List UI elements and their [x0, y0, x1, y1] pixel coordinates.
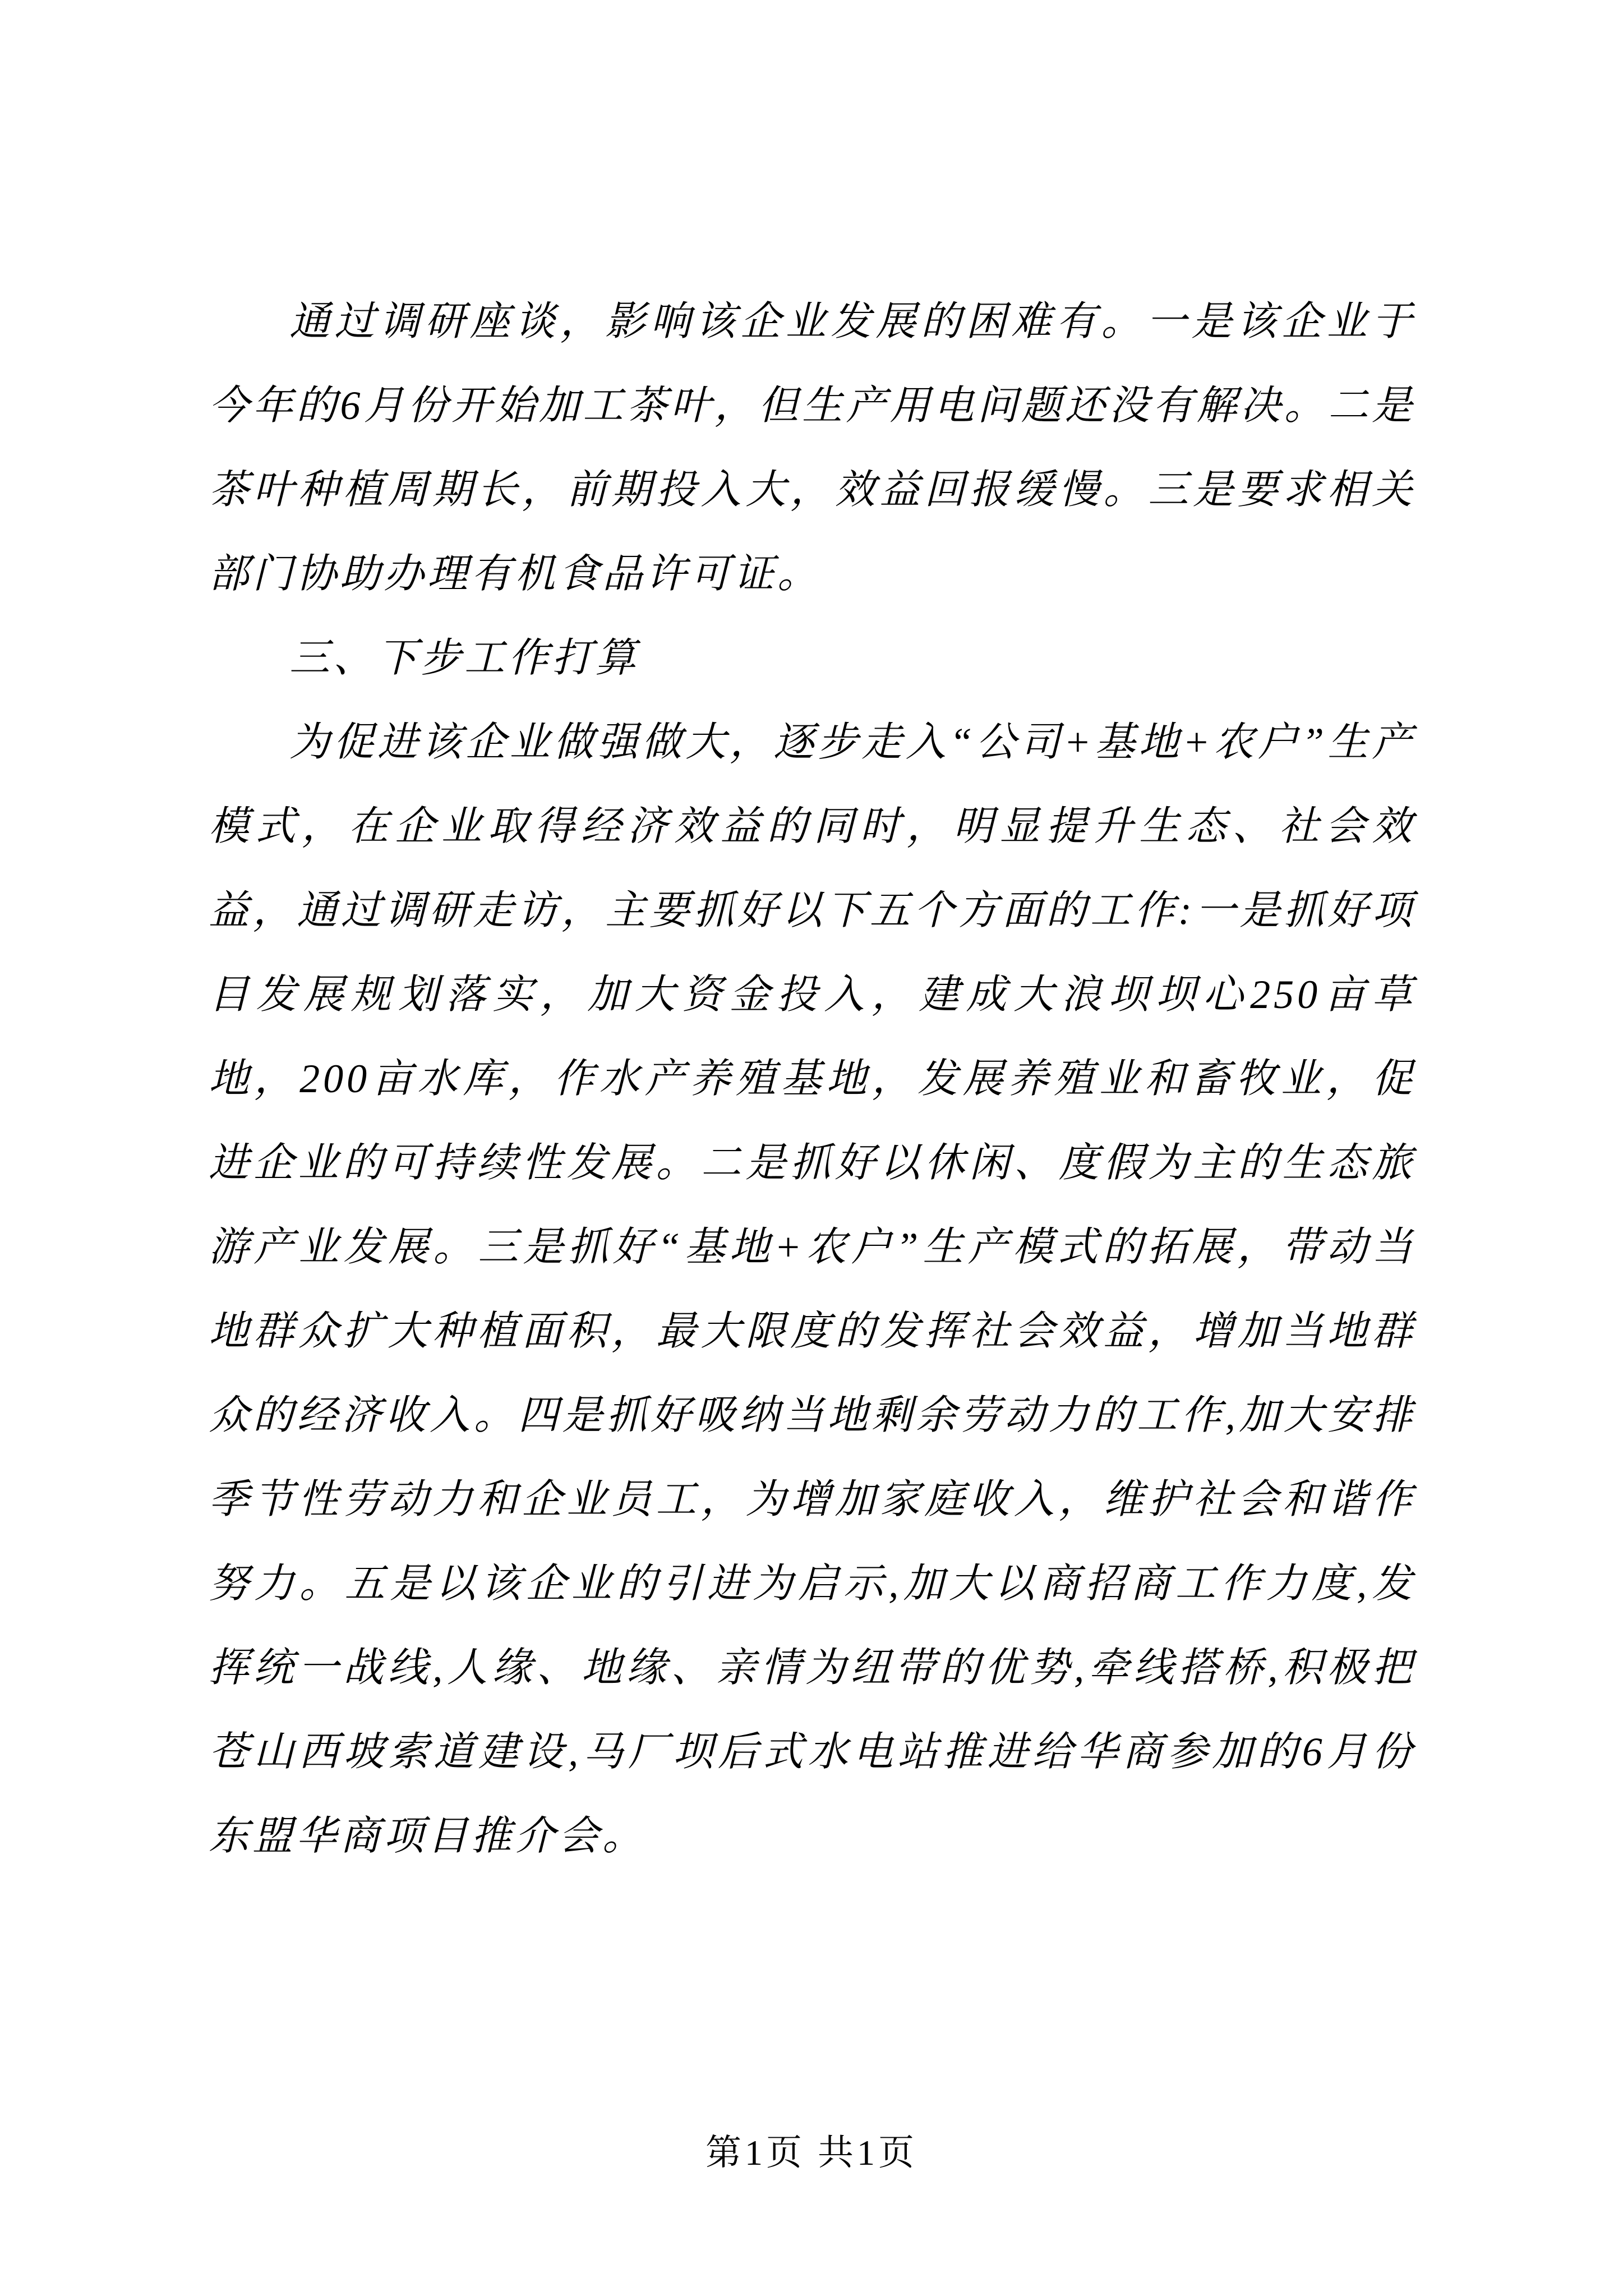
document-body	[209, 279, 1415, 1878]
page-number-footer: 第1页 共1页	[706, 2133, 917, 2173]
paragraph-difficulties: 通过调研座谈，影响该企业发展的困难有。一是该企业于今年的6月份开始加工茶叶，但生产用电问题还没有解决。二是茶叶种植周期长，前期投入大，效益回报缓慢。三是要求相关部门协助办理有机食品许可证。	[209, 299, 1415, 596]
paragraph-next-steps: 为促进该企业做强做大，逐步走入“公司+基地+农户”生产模式，在企业取得经济效益的同时，明显提升生态、社会效益，通过调研走访，主要抓好以下五个方面的工作:一是抓好项目发展规划落实，加大资金投入，建成大浪坝坝心250亩草地，200亩水库，作水产养殖基地，发展养殖业和畜牧业，促进企业的可持续性发展。二是抓好以休闲、度假为主的生态旅游产业发展。三是抓好“基地+农户”生产模式的拓展，带动当地群众扩大种植面积，最大限度的发挥社会效益，增加当地群众的经济收入。四是抓好吸纳当地剩余劳动力的工作,加大安排季节性劳动力和企业员工，为增加家庭收入，维护社会和谐作努力。五是以该企业的引进为启示,加大以商招商工作力度,发挥统一战线,人缘、地缘、亲情为纽带的优势,牵线搭桥,积极把苍山西坡索道建设,马厂坝后式水电站推进给华商参加的6月份东盟华商项目推介会。	[209, 720, 1415, 1858]
section-heading: 三、下步工作打算	[289, 636, 640, 680]
